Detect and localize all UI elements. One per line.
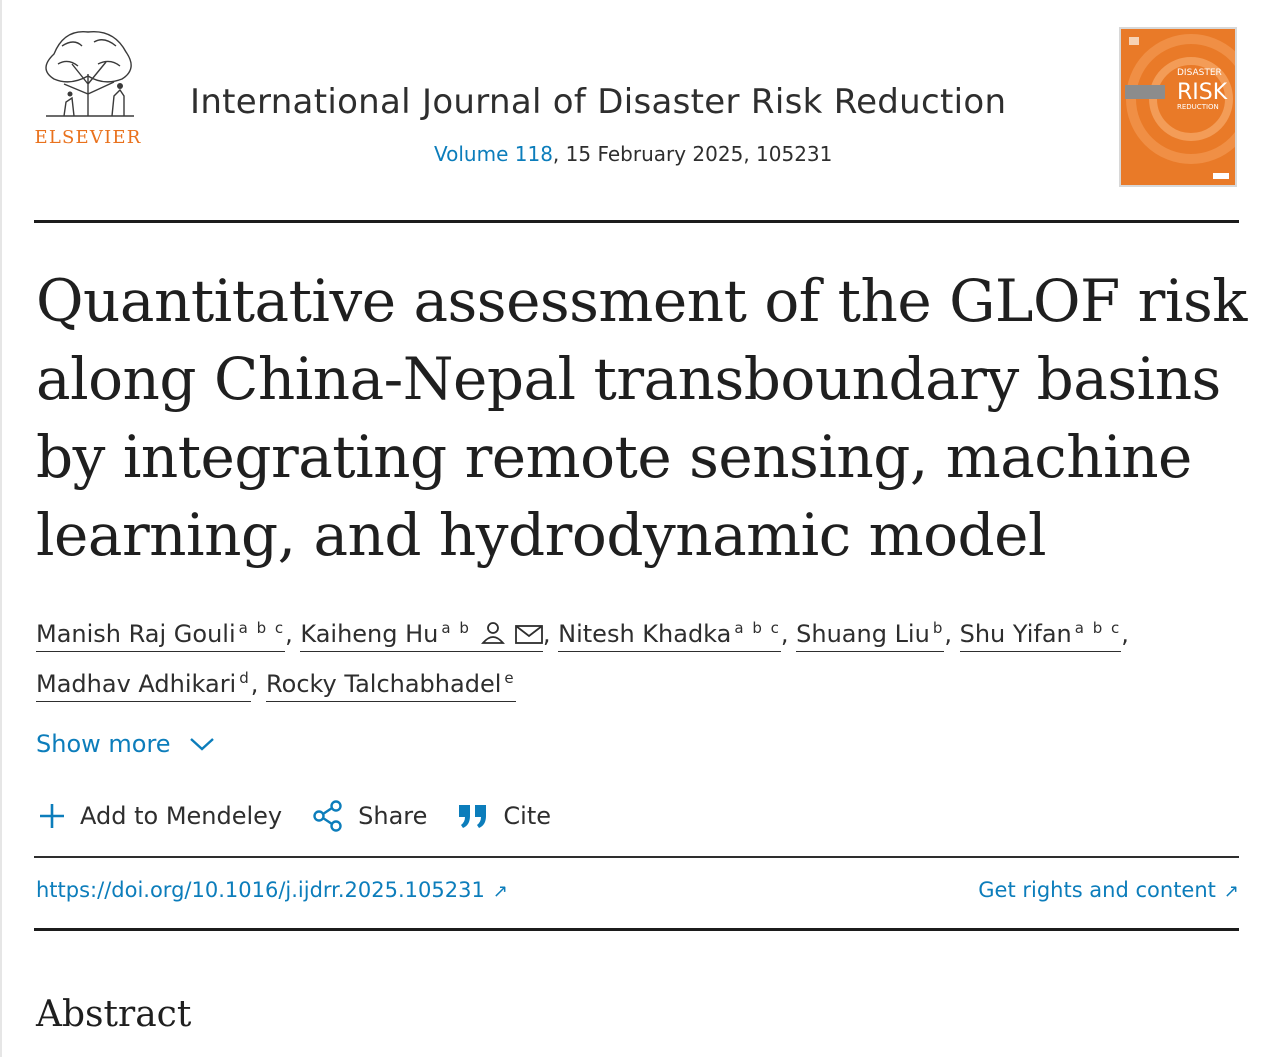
author-link[interactable]: Shu Yifan $^{a b c}$: [960, 620, 1122, 652]
elsevier-wordmark: ELSEVIER: [34, 127, 142, 148]
elsevier-tree-icon: [34, 24, 142, 124]
rights-and-content-link[interactable]: Get rights and content ↗: [978, 878, 1239, 902]
cite-button[interactable]: [457, 802, 551, 830]
author-link[interactable]: Rocky Talchabhadel $^e$: [266, 670, 516, 702]
person-icon: [481, 621, 505, 645]
show-more-toggle[interactable]: [36, 730, 215, 758]
share-label: Share: [358, 802, 428, 830]
external-link-icon: ↗: [1223, 881, 1239, 902]
issue-date-article-number: , 15 February 2025, 105231: [552, 142, 833, 166]
journal-issue-info: [434, 142, 832, 166]
share-icon: [312, 800, 344, 832]
author-link[interactable]: Madhav Adhikari $^d$: [36, 670, 251, 702]
cover-line2: RISK: [1177, 80, 1228, 105]
volume-link[interactable]: Volume 118: [434, 142, 553, 166]
show-more-label: Show more: [36, 730, 171, 758]
author-link[interactable]: Nitesh Khadka $^{a b c}$: [558, 620, 781, 652]
cover-line3: REDUCTION: [1177, 103, 1219, 111]
plus-icon: [38, 802, 66, 830]
cite-label: Cite: [503, 802, 552, 830]
header-divider: [34, 220, 1239, 223]
journal-header: [34, 24, 1239, 192]
author-link[interactable]: Shuang Liu $^b$: [796, 620, 944, 652]
actions-divider: [34, 856, 1239, 858]
doi-link[interactable]: https://doi.org/10.1016/j.ijdrr.2025.105231 ↗: [36, 878, 508, 902]
cover-line1: DISASTER: [1177, 68, 1222, 78]
envelope-icon: [515, 623, 543, 645]
doi-divider: [34, 928, 1239, 931]
abstract-heading: Abstract: [36, 994, 192, 1035]
share-button[interactable]: [312, 800, 427, 832]
journal-cover-image[interactable]: [1119, 27, 1237, 187]
external-link-icon: ↗: [492, 881, 508, 902]
journal-cover-art: [1121, 29, 1235, 185]
author-list: Manish Raj Gouli $^{a b c}$, Kaiheng Hu $^{a b}$ , Nitesh Khadka $^{a b c}$, Shuang Liu $^b$, Shu Yifan $^{a b c}$, Madhav Adhikari $^d$, Rocky Talchabhadel $^e$: [36, 606, 1251, 706]
add-to-mendeley-button[interactable]: [38, 802, 282, 830]
author-link[interactable]: Manish Raj Gouli $^{a b c}$: [36, 620, 285, 652]
article-title: Quantitative assessment of the GLOF risk along China-Nepal transboundary basins by integrating remote sensing, machine learning, and hydrodynamic model: [36, 267, 1247, 569]
mendeley-label: Add to Mendeley: [80, 802, 283, 830]
article-actions: [38, 800, 581, 832]
journal-title[interactable]: International Journal of Disaster Risk Reduction: [190, 82, 1007, 122]
quote-icon: [457, 803, 489, 829]
author-link[interactable]: Kaiheng Hu $^{a b}$: [300, 620, 542, 652]
chevron-down-icon: [189, 736, 215, 752]
